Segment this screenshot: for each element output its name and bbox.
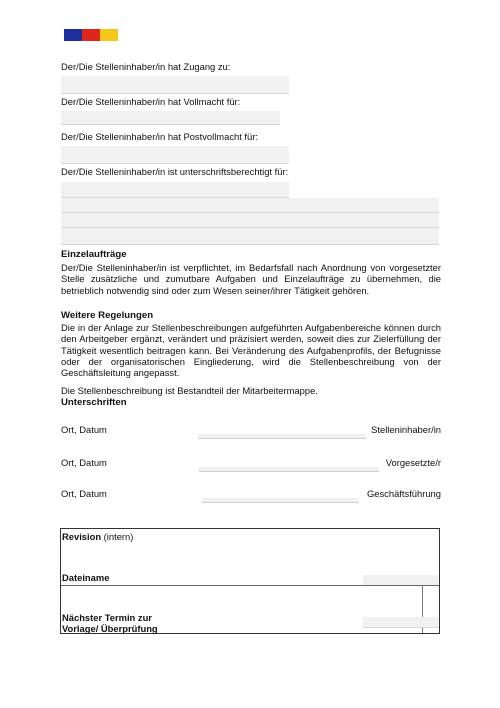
revision-label — [62, 531, 133, 542]
signature-line[interactable] — [202, 498, 359, 503]
signature-line[interactable] — [198, 434, 366, 439]
postvollmacht-label: Der/Die Stelleninhaber/in hat Postvollmacht für: — [61, 131, 258, 142]
company-logo — [64, 29, 118, 41]
signature-row-vorgesetzte — [61, 457, 441, 471]
signature-role-label: Vorgesetzte/r — [385, 457, 441, 468]
einzelauftraege-text: Der/Die Stelleninhaber/in ist verpflichtet, im Bedarfsfall nach Anordnung von vorgesetzter Stelle zusätzliche und zumutbare Aufgaben und Einzelaufträge zu übernehmen, die betrieblich notwendig sind oder zum Wesen seiner/ihrer Tätigkeit gehören. — [61, 262, 441, 296]
weitere-regelungen-heading: Weitere Regelungen — [61, 310, 154, 321]
unterschrift-label: Der/Die Stelleninhaber/in ist unterschriftsberechtigt für: — [61, 166, 289, 177]
unterschrift-field-3[interactable] — [61, 213, 439, 228]
signature-row-geschaeftsfuehrung — [61, 488, 441, 502]
unterschriften-heading: Unterschriften — [61, 397, 127, 408]
einzelauftraege-heading: Einzelaufträge — [61, 249, 127, 260]
logo-blue-block — [64, 29, 82, 41]
logo-red-block — [82, 29, 100, 41]
revision-suffix-text: (intern) — [101, 531, 134, 542]
signature-role-label: Stelleninhaber/in — [371, 424, 441, 435]
unterschrift-field-4[interactable] — [61, 228, 439, 245]
zugang-field[interactable] — [61, 76, 289, 94]
zugang-label: Der/Die Stelleninhaber/in hat Zugang zu: — [61, 61, 231, 72]
mitarbeitermappe-note: Die Stellenbeschreibung ist Bestandteil der Mitarbeitermappe. — [61, 385, 318, 396]
dateiname-label: Dateiname — [62, 572, 110, 583]
revision-bold-text: Revision — [62, 531, 102, 542]
revision-box — [60, 528, 440, 634]
postvollmacht-field[interactable] — [61, 146, 289, 164]
signature-line[interactable] — [199, 467, 379, 472]
ort-datum-label: Ort, Datum — [61, 424, 107, 435]
termin-label-line2: Vorlage/ Überprüfung — [62, 623, 158, 634]
signature-role-label: Geschäftsführung — [366, 488, 441, 499]
ort-datum-label: Ort, Datum — [61, 488, 107, 499]
termin-field[interactable] — [363, 617, 439, 628]
unterschrift-field-1[interactable] — [61, 182, 289, 198]
signature-row-stelleninhaber — [61, 424, 441, 438]
vollmacht-field[interactable] — [61, 111, 280, 125]
weitere-regelungen-text: Die in der Anlage zur Stellenbeschreibungen aufgeführten Aufgabenbereiche können durch den Arbeitgeber ergänzt, verändert und präzisiert werden, soweit dies zur Zielerfüllung der Tätigkeit wesentlich beitragen kann. Bei Veränderung des Aufgabenprofils, der Befugnisse oder der organisatorischen Eingliederung, wird die Stellenbeschreibung von der Geschäftsleitung angepasst. — [61, 322, 441, 379]
logo-yellow-block — [100, 29, 118, 41]
termin-label-line1: Nächster Termin zur — [62, 612, 152, 623]
ort-datum-label: Ort, Datum — [61, 457, 107, 468]
box-divider — [61, 585, 439, 586]
unterschrift-field-2[interactable] — [61, 198, 439, 213]
vollmacht-label: Der/Die Stelleninhaber/in hat Vollmacht für: — [61, 96, 241, 107]
